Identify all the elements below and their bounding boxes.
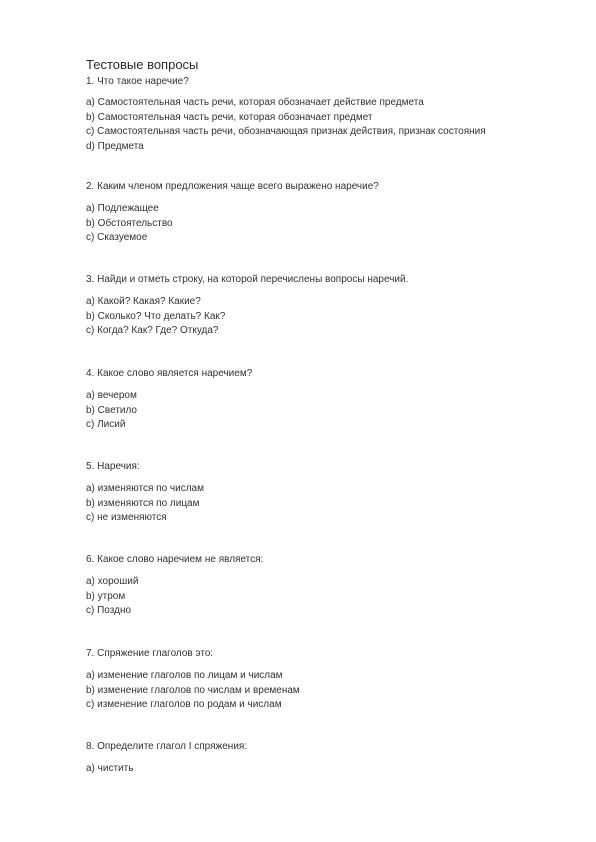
- question-1: [86, 75, 566, 154]
- answer-option: c) Сказуемое: [86, 232, 148, 243]
- question-text: 8. Определите глагол I спряжения:: [86, 741, 248, 752]
- question-4: [86, 367, 566, 433]
- answer-option: а) вечером: [86, 390, 137, 401]
- answer-option: а) изменяются по числам: [86, 483, 204, 494]
- answer-option: c) Самостоятельная часть речи, обозначающая признак действия, признак состояния: [86, 126, 486, 137]
- question-7: [86, 647, 566, 713]
- question-8: [86, 740, 566, 777]
- question-text: 5. Наречия:: [86, 461, 140, 472]
- question-text: 2. Каким членом предложения чаще всего выражено наречие?: [86, 181, 379, 192]
- answer-option: b) Самостоятельная часть речи, которая обозначает предмет: [86, 111, 373, 123]
- question-2: [86, 180, 566, 246]
- answer-option: а) чистить: [86, 763, 134, 774]
- answer-option: b) Обстоятельство: [86, 217, 173, 229]
- answer-option: c) не изменяются: [86, 512, 167, 523]
- question-text: 3. Найди и отметь строку, на которой перечислены вопросы наречий.: [86, 274, 409, 285]
- page-title: Тестовые вопросы: [86, 57, 199, 72]
- answer-option: b) Сколько? Что делать? Как?: [86, 310, 226, 322]
- question-text: 1. Что такое наречие?: [86, 76, 189, 87]
- question-6: [86, 553, 566, 619]
- answer-option: c) Поздно: [86, 605, 132, 616]
- answer-option: c) Когда? Как? Где? Откуда?: [86, 325, 219, 336]
- answer-option: c) изменение глаголов по родам и числам: [86, 699, 282, 710]
- answer-option: d) Предмета: [86, 140, 144, 152]
- answer-option: а) Подлежащее: [86, 203, 159, 214]
- question-text: 4. Какое слово является наречием?: [86, 368, 253, 379]
- answer-option: b) утром: [86, 590, 126, 602]
- answer-option: а) Какой? Какая? Какие?: [86, 296, 201, 307]
- answer-option: а) Самостоятельная часть речи, которая обозначает действие предмета: [86, 97, 424, 108]
- question-text: 6. Какое слово наречием не является:: [86, 554, 264, 565]
- question-5: [86, 460, 566, 526]
- answer-option: b) изменяются по лицам: [86, 497, 200, 509]
- answer-option: а) хороший: [86, 576, 139, 587]
- question-3: [86, 273, 566, 339]
- answer-option: b) Светило: [86, 404, 137, 416]
- question-text: 7. Спряжение глаголов это:: [86, 648, 214, 659]
- answer-option: а) изменение глаголов по лицам и числам: [86, 670, 283, 681]
- answer-option: c) Лисий: [86, 419, 126, 430]
- answer-option: b) изменение глаголов по числам и временам: [86, 684, 300, 696]
